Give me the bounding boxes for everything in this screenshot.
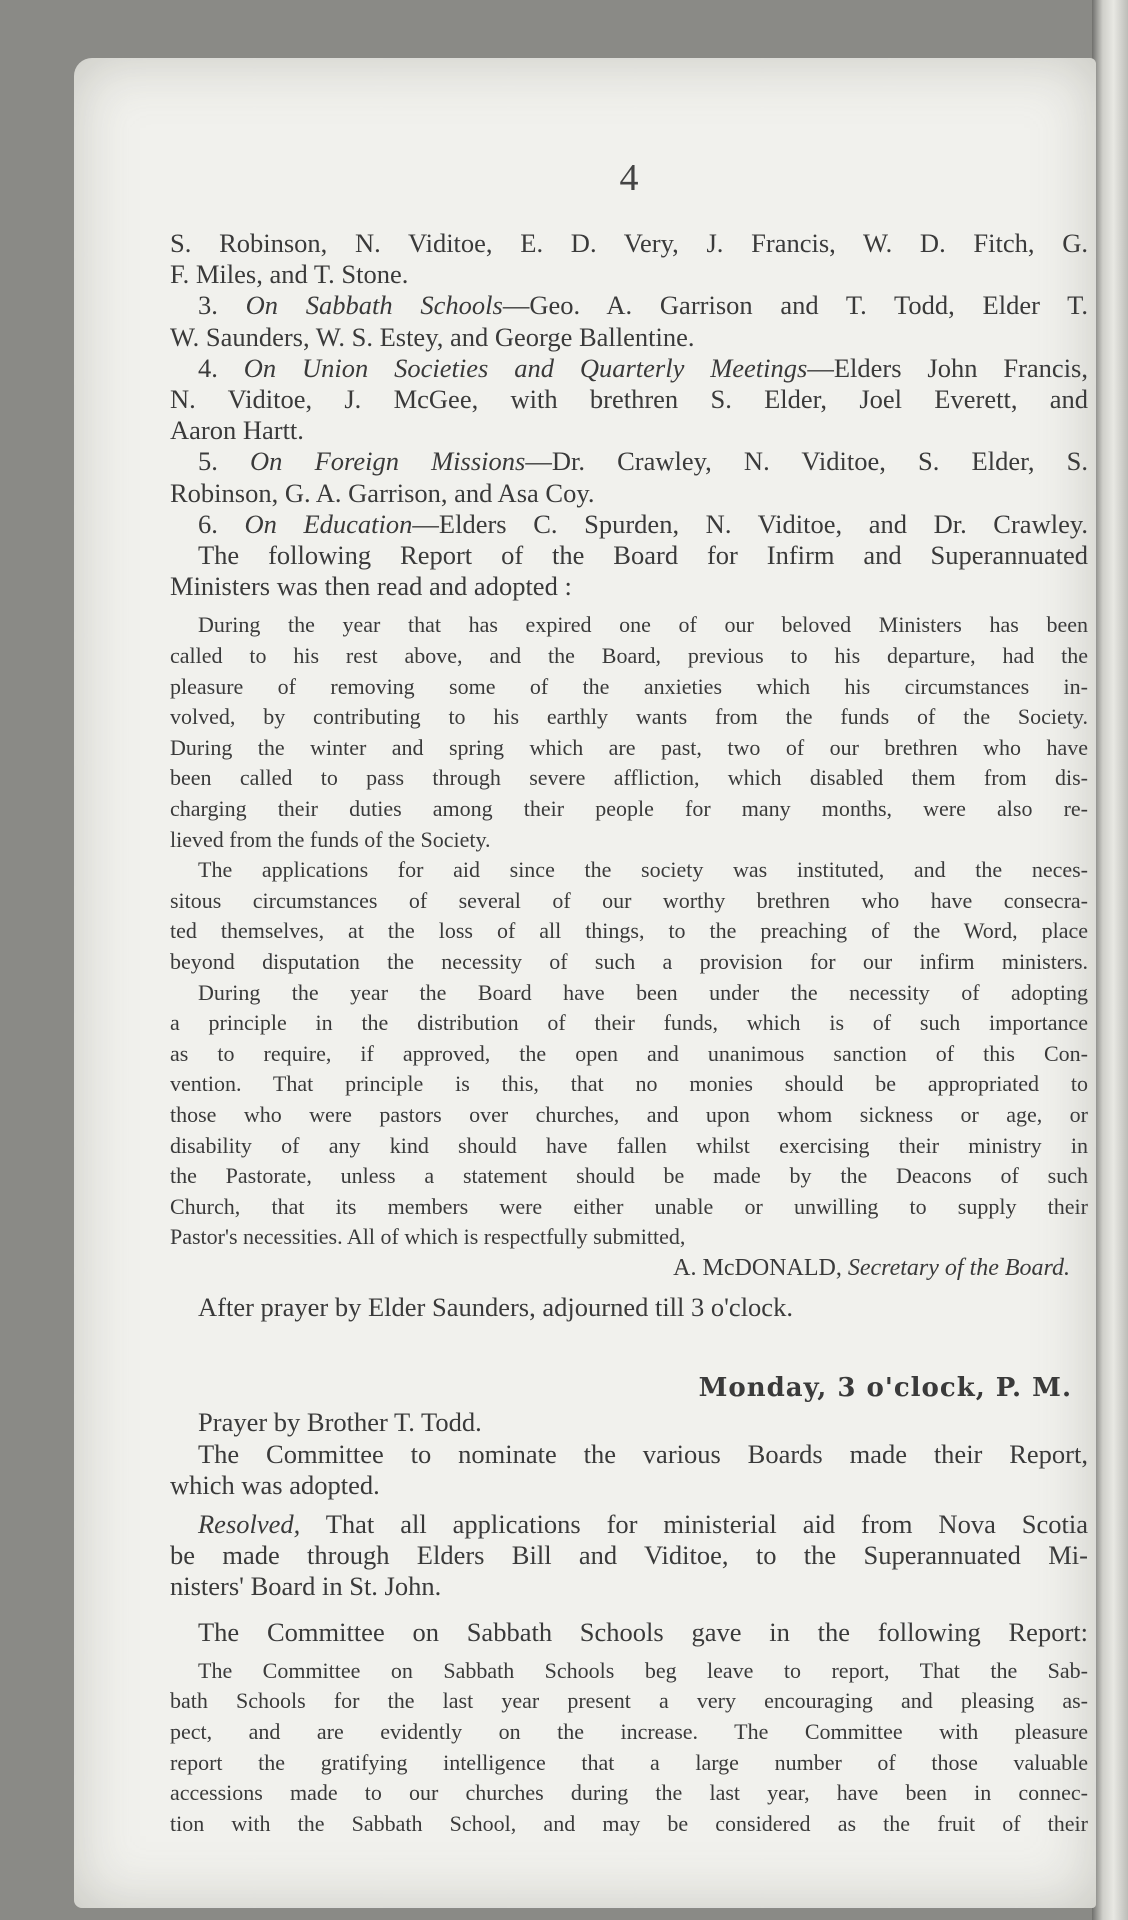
text-line: S. Robinson, N. Viditoe, E. D. Very, J. Francis, W. D. Fitch, G. — [170, 228, 1088, 258]
text-line: The Committee on Sabbath Schools gave in the following Report: — [198, 1616, 1088, 1647]
signature — [170, 1253, 1088, 1284]
text-line: Prayer by Brother T. Todd. — [198, 1407, 482, 1438]
text-line: be made through Elders Bill and Viditoe, to the Superannuated Mi- — [170, 1540, 1088, 1571]
committee-title: On Foreign Missions — [250, 446, 526, 477]
resolution-text: That all applications for ministerial aid from Nova Scotia — [300, 1508, 1088, 1539]
report-line: those who were pastors over churches, and upon whom sickness or age, or — [170, 1101, 1088, 1127]
text-line: W. Saunders, W. S. Estey, and George Ballentine. — [170, 321, 695, 352]
text-line: N. Viditoe, J. McGee, with brethren S. Elder, Joel Everett, and — [170, 384, 1088, 415]
text-line: The Committee to nominate the various Boards made their Report, — [198, 1438, 1088, 1469]
report-line: vention. That principle is this, that no monies should be appropriated to — [170, 1071, 1088, 1097]
committee-education — [170, 509, 1088, 540]
committee-members: —Elders C. Spurden, N. Viditoe, and Dr. Crawley. — [412, 508, 1088, 539]
adjacent-page-edge — [1092, 0, 1128, 1920]
item-number: 4. — [198, 352, 218, 383]
report-line: charging their duties among their people for many months, were also re- — [170, 796, 1088, 821]
report-line: accessions made to our churches during the last year, have been in connec- — [170, 1780, 1088, 1806]
committee-sabbath-schools — [170, 290, 1088, 321]
text-line: which was adopted. — [170, 1469, 380, 1500]
page-number: 4 — [619, 157, 639, 199]
text-line: Robinson, G. A. Garrison, and Asa Coy. — [170, 477, 595, 508]
report-line: disability of any kind should have fallen whilst exercising their ministry in — [170, 1132, 1088, 1158]
page-text — [170, 156, 1088, 1839]
item-number: 3. — [198, 290, 218, 321]
report-line: volved, by contributing to his earthly wants from the funds of the Society. — [170, 704, 1088, 730]
report-line: ted themselves, at the loss of all things, to the preaching of the Word, place — [170, 918, 1088, 944]
report-line: as to require, if approved, the open and unanimous sanction of this Con- — [170, 1040, 1088, 1066]
report-line: Pastor's necessities. All of which is respectfully submitted, — [170, 1224, 686, 1250]
text-line: The following Report of the Board for Infirm and Superannuated — [198, 540, 1088, 571]
committee-members: —Elders John Francis, — [807, 352, 1088, 383]
report-line: tion with the Sabbath School, and may be considered as the fruit of their — [170, 1810, 1088, 1836]
report-line: sitous circumstances of several of our worthy brethren who have consecra- — [170, 887, 1088, 913]
board-report — [170, 610, 1088, 1252]
report-line: During the year the Board have been under the necessity of adopting — [198, 979, 1088, 1005]
committee-title: On Sabbath Schools — [245, 290, 503, 321]
committee-title: On Education — [244, 508, 413, 539]
resolution — [170, 1509, 1088, 1540]
committee-members: —Geo. A. Garrison and T. Todd, Elder T. — [502, 290, 1089, 321]
report-line: pect, and are evidently on the increase. The Committee with pleasure — [170, 1718, 1088, 1744]
sabbath-school-report — [170, 1656, 1088, 1840]
report-line: During the year that has expired one of our beloved Ministers has been — [198, 612, 1088, 638]
report-line: During the winter and spring which are past, two of our brethren who have — [170, 734, 1088, 760]
report-line: called to his rest above, and the Board, previous to his departure, had the — [170, 643, 1088, 669]
report-line: Church, that its members were either unable or unwilling to supply their — [170, 1193, 1088, 1219]
report-line: a principle in the distribution of their funds, which is of such importance — [170, 1010, 1088, 1036]
adjourn-note: After prayer by Elder Saunders, adjourned till 3 o'clock. — [198, 1292, 793, 1323]
report-line: been called to pass through severe affliction, which disabled them from dis- — [170, 765, 1088, 791]
report-line: pleasure of removing some of the anxieties which his circumstances in- — [170, 673, 1088, 699]
committee-members: —Dr. Crawley, N. Viditoe, S. Elder, S. — [525, 446, 1088, 477]
text-line: F. Miles, and T. Stone. — [170, 259, 409, 290]
report-line: report the gratifying intelligence that a large number of those valuable — [170, 1749, 1088, 1775]
report-line: The Committee on Sabbath Schools beg leave to report, That the Sab- — [198, 1657, 1088, 1683]
committee-foreign-missions — [170, 446, 1088, 477]
report-line: The applications for aid since the society was instituted, and the neces- — [198, 857, 1088, 883]
report-line: the Pastorate, unless a statement should be made by the Deacons of such — [170, 1163, 1088, 1189]
text-line: Ministers was then read and adopted : — [170, 571, 572, 602]
report-line: bath Schools for the last year present a very encouraging and pleasing as- — [170, 1688, 1088, 1714]
report-line: beyond disputation the necessity of such a provision for our infirm ministers. — [170, 948, 1088, 974]
report-line: lieved from the funds of the Society. — [170, 826, 491, 852]
committee-union-societies — [170, 353, 1088, 384]
item-number: 6. — [198, 508, 218, 539]
resolved-label: Resolved, — [198, 1508, 301, 1539]
signature-title: Secretary of the Board. — [847, 1254, 1070, 1281]
section-heading: Monday, 3 o'clock, P. M. — [698, 1373, 1072, 1404]
text-line: Aaron Hartt. — [170, 415, 304, 446]
signature-name: A. McDONALD, — [673, 1254, 842, 1281]
item-number: 5. — [198, 446, 218, 477]
committee-title: On Union Societies and Quarterly Meetings — [243, 352, 808, 383]
document-page — [74, 58, 1096, 1908]
text-line: nisters' Board in St. John. — [170, 1571, 442, 1602]
